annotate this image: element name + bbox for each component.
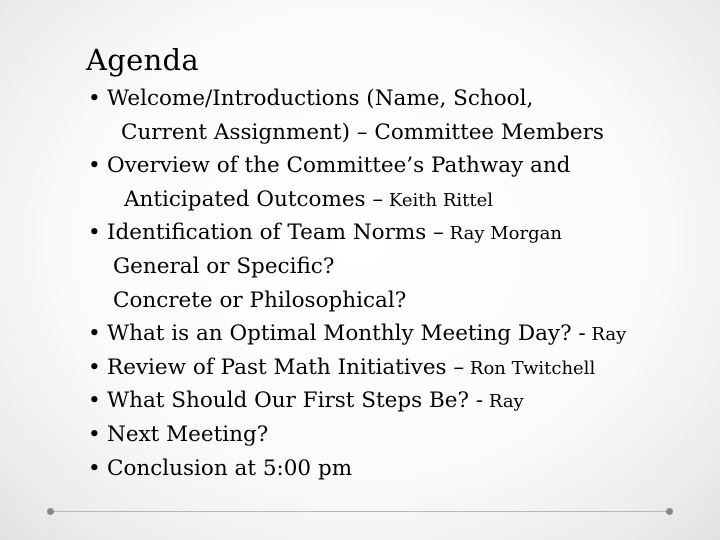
presenter-name: Keith Rittel bbox=[383, 189, 494, 211]
agenda-item-text: Next Meeting? bbox=[107, 421, 269, 447]
agenda-item-meeting-day bbox=[88, 317, 626, 351]
agenda-item-text: Overview of the Committee’s Pathway and bbox=[107, 153, 571, 179]
agenda-item-continuation bbox=[88, 116, 626, 150]
agenda-item-text: Identification of Team Norms – bbox=[107, 220, 444, 246]
agenda-item-text: What is an Optimal Monthly Meeting Day? - bbox=[107, 321, 586, 347]
agenda-subitem bbox=[88, 250, 626, 284]
bullet-glyph: • bbox=[88, 455, 101, 481]
slide-title: Agenda bbox=[86, 43, 199, 77]
agenda-subitem-text: General or Specific? bbox=[113, 253, 335, 279]
bullet-glyph: • bbox=[88, 321, 101, 347]
agenda-item-text: What Should Our First Steps Be? - bbox=[107, 388, 484, 414]
presenter-name: Ray bbox=[483, 391, 524, 413]
footer-divider bbox=[50, 511, 670, 512]
agenda-item-text: Welcome/Introductions (Name, School, bbox=[107, 86, 534, 111]
bullet-glyph: • bbox=[88, 388, 101, 414]
agenda-item-conclusion bbox=[88, 452, 626, 486]
footer-dot-left bbox=[47, 508, 54, 515]
bullet-glyph: • bbox=[88, 86, 101, 111]
agenda-subitem-text: Concrete or Philosophical? bbox=[113, 287, 407, 313]
footer-dot-right bbox=[666, 508, 673, 515]
agenda-item-first-steps bbox=[88, 384, 626, 418]
agenda-list bbox=[88, 82, 626, 485]
agenda-item-text: Current Assignment) – Committee Members bbox=[121, 119, 604, 145]
presenter-name: Ron Twitchell bbox=[464, 357, 596, 379]
bullet-glyph: • bbox=[88, 220, 101, 246]
agenda-item-next-meeting bbox=[88, 418, 626, 452]
agenda-item-overview bbox=[88, 149, 626, 183]
agenda-item-math-initiatives bbox=[88, 351, 626, 385]
agenda-item-welcome bbox=[88, 82, 626, 116]
agenda-item-text: Review of Past Math Initiatives – bbox=[107, 354, 465, 380]
agenda-item-text: Conclusion at 5:00 pm bbox=[107, 455, 353, 481]
agenda-item-team-norms bbox=[88, 216, 626, 250]
agenda-item-text: Anticipated Outcomes – bbox=[124, 186, 384, 212]
bullet-glyph: • bbox=[88, 354, 101, 380]
presenter-name: Ray Morgan bbox=[443, 223, 562, 245]
agenda-subitem bbox=[88, 284, 626, 318]
bullet-glyph: • bbox=[88, 153, 101, 179]
presenter-name: Ray bbox=[585, 324, 627, 346]
agenda-item-continuation bbox=[88, 183, 626, 217]
bullet-glyph: • bbox=[88, 421, 101, 447]
